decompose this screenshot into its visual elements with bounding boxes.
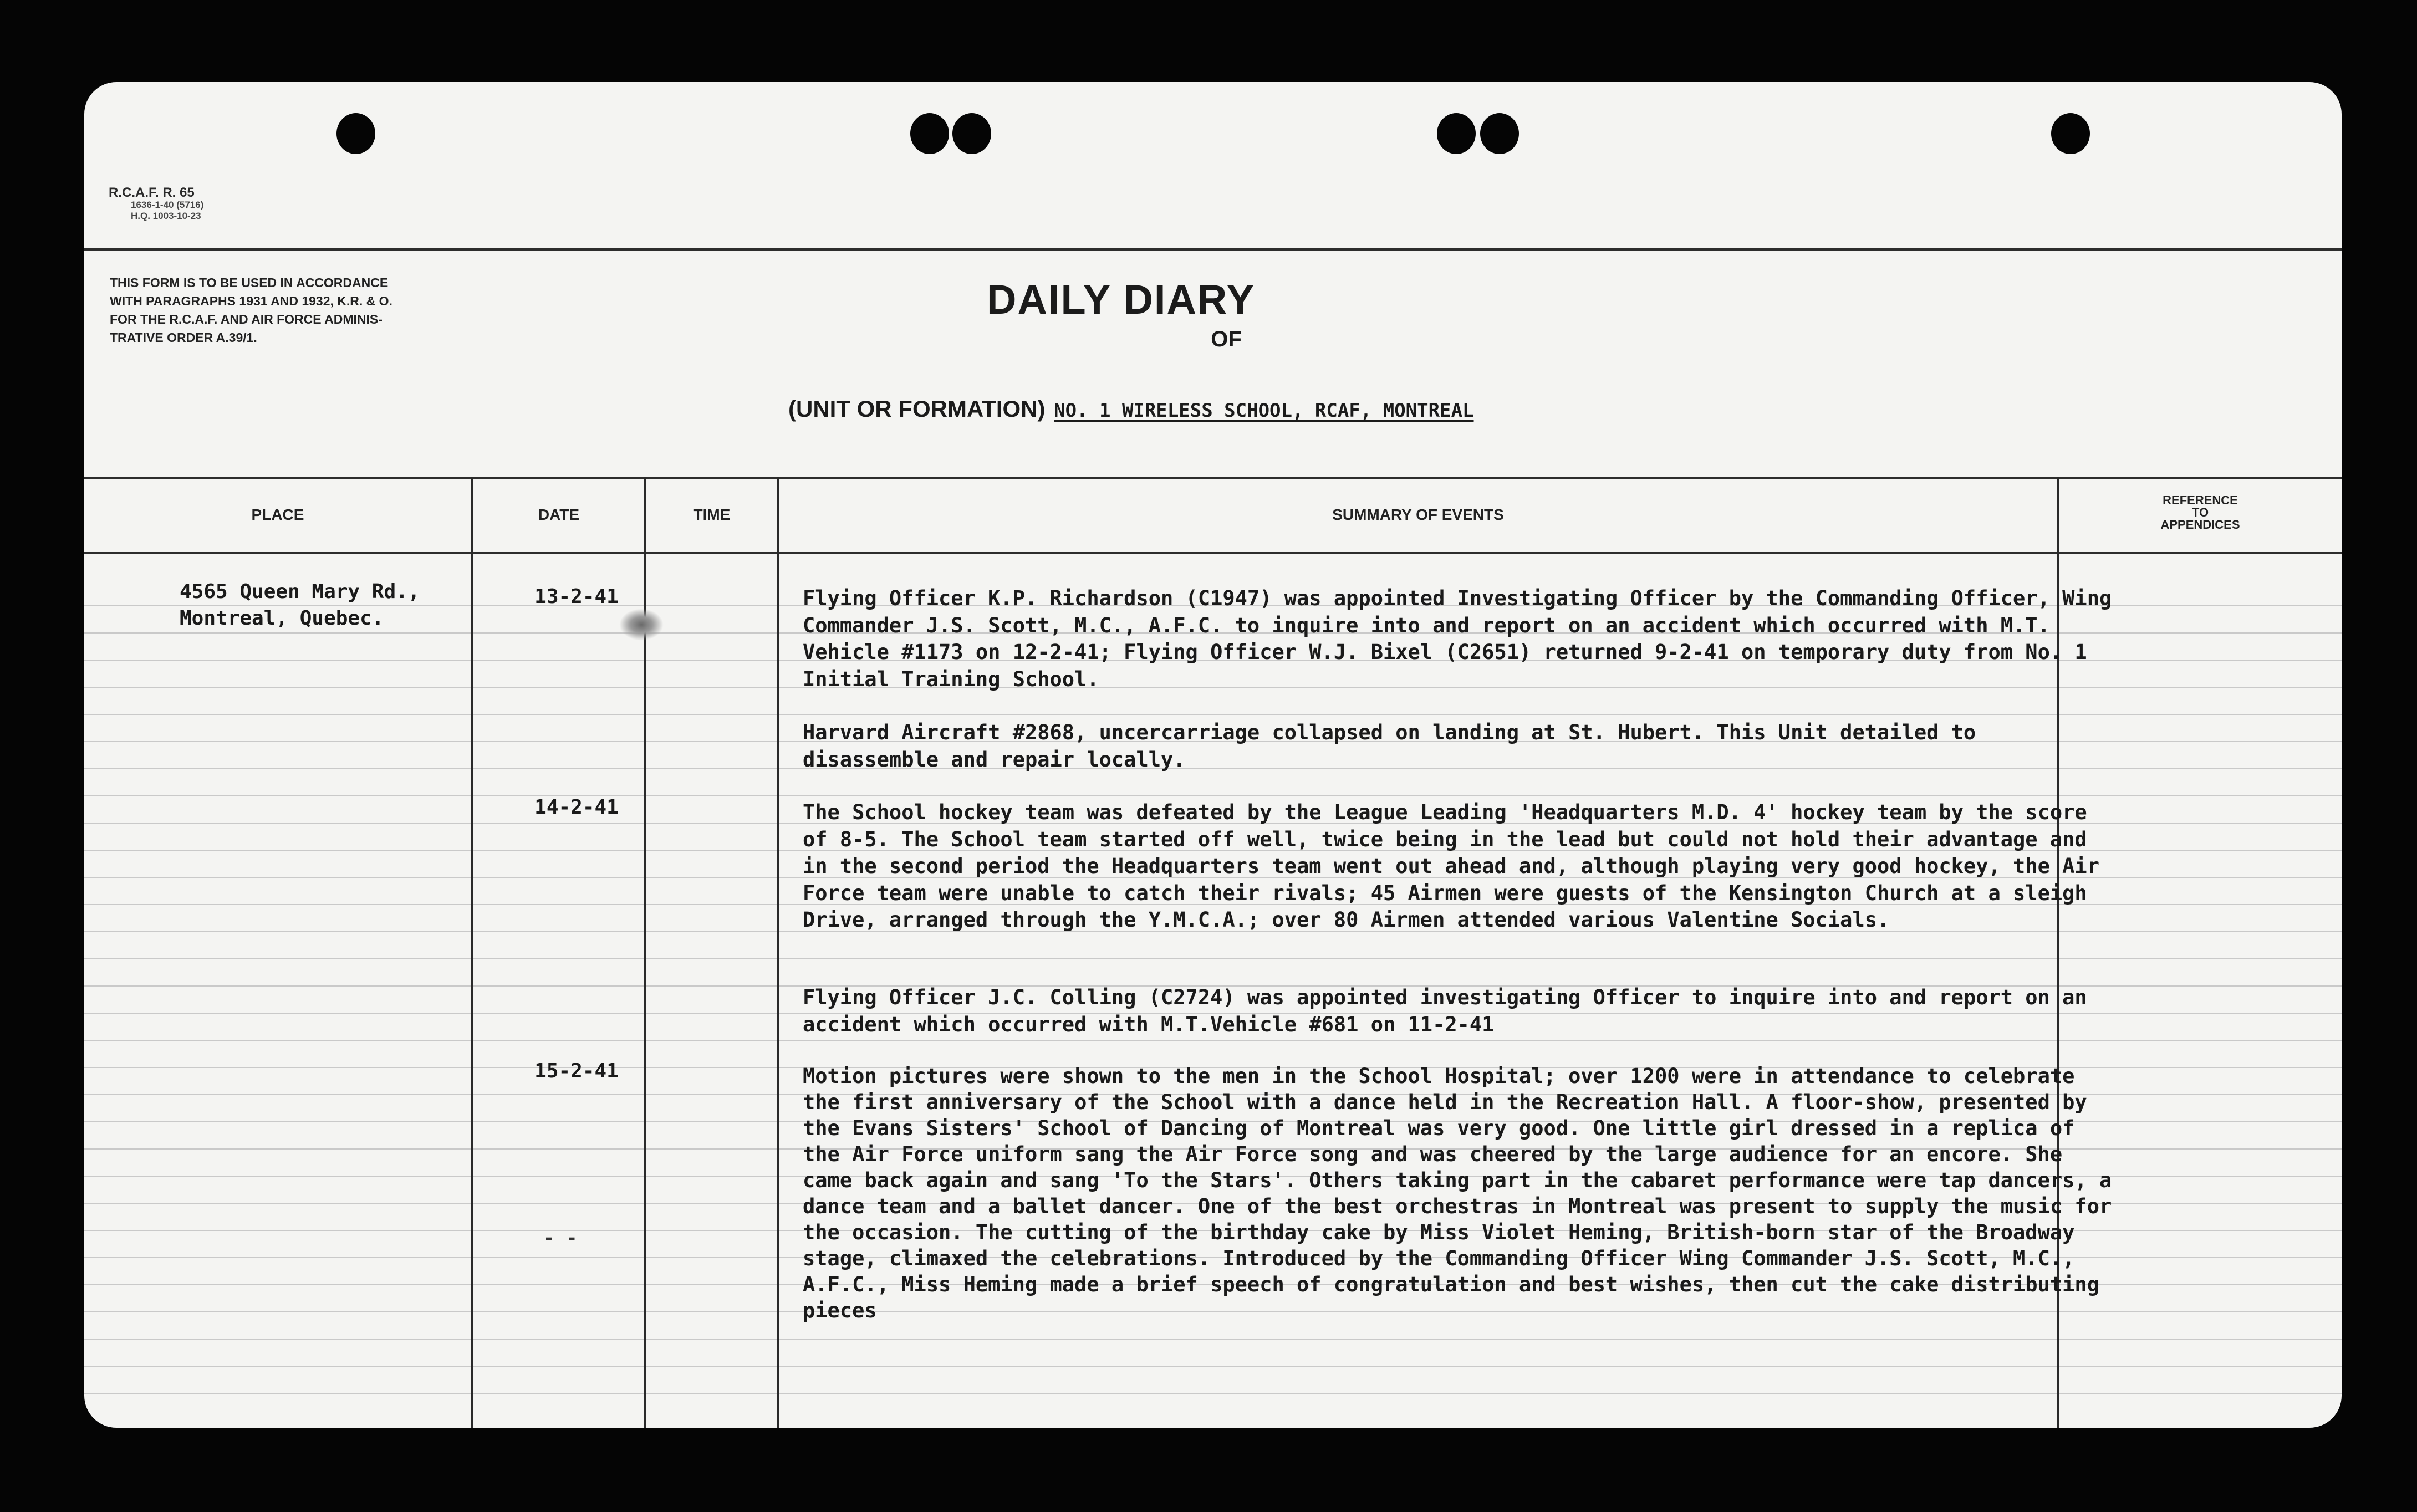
diary-card [84, 82, 2342, 1428]
summary-entry: Flying Officer K.P. Richardson (C1947) was appointed Investigating Officer by the Commanding Officer, Wing Commander J.S. Scott, M.C., A.F.C. to inquire into and report on an accident which occurred with M.T. Vehicle #1173 on 12-2-41; Flying Officer W.J. Bixel (C2651) returned 9-2-41 on temporary duty from No. 1 Initial Training School. [803, 586, 2112, 691]
ruled-line [84, 958, 2342, 959]
column-head-rule [84, 552, 2342, 554]
ruled-line [84, 1393, 2342, 1394]
column-header-date: DATE [538, 506, 580, 523]
title-of: OF [1211, 327, 1242, 351]
ruled-line [84, 1339, 2342, 1340]
binder-hole [2051, 113, 2090, 154]
page-title: DAILY DIARY [987, 277, 1255, 323]
binder-hole [910, 113, 949, 154]
summary-entry: Harvard Aircraft #2868, uncercarriage collapsed on landing at St. Hubert. This Unit detailed to disassemble and repair locally. [803, 721, 1976, 772]
form-code: R.C.A.F. R. 65 1636-1-40 (5716) H.Q. 1003-10-23 [109, 185, 204, 221]
ruled-line [84, 1040, 2342, 1041]
table-top-rule [84, 477, 2342, 479]
unit-value: NO. 1 WIRELESS SCHOOL, RCAF, MONTREAL [1054, 400, 1474, 422]
date-dash: - - [543, 1227, 578, 1249]
place-entry: 4565 Queen Mary Rd., Montreal, Quebec. [180, 580, 420, 630]
date-entry: 15-2-41 [534, 1060, 619, 1082]
summary-entry: Flying Officer J.C. Colling (C2724) was appointed investigating Officer to inquire into and report on an accident which occurred with M.T.Vehicle #681 on 11-2-41 [803, 985, 2087, 1036]
unit-label: (UNIT OR FORMATION) [788, 396, 1046, 422]
unit-line [788, 396, 1474, 422]
summary-entry: Motion pictures were shown to the men in the School Hospital; over 1200 were in attendance to celebrate the first anniversary of the School with a dance held in the Recreation Hall. A floor-show, presented by the Evans Sisters' School of Dancing of Montreal was very good. One little girl dressed in a replica of the Air Force uniform sang the Air Force song and was cheered by the large audience for an encore. She came back again and sang 'To the Stars'. Others taking part in the cabaret performance were tap dancers, a dance team and a ballet dancer. One of the best orchestras in Montreal was present to supply the music for the occasion. The cutting of the birthday cake by Miss Violet Heming, British-born star of the Broadway stage, climaxed the celebrations. Introduced by the Commanding Officer Wing Commander J.S. Scott, M.C., A.F.C., Miss Heming made a brief speech of congratulation and best wishes, then cut the cake distributing pieces [803, 1064, 2112, 1322]
binder-hole [1437, 113, 1476, 154]
header-rule [84, 248, 2342, 251]
binder-hole [336, 113, 375, 154]
binder-hole [952, 113, 991, 154]
ruled-line [84, 1366, 2342, 1367]
column-header-reference: REFERENCE TO APPENDICES [2160, 493, 2240, 532]
column-header-summary: SUMMARY OF EVENTS [1332, 506, 1504, 523]
ink-smudge [619, 609, 664, 641]
column-header-time: TIME [693, 506, 731, 523]
date-entry: 14-2-41 [534, 796, 619, 819]
ruled-line [84, 795, 2342, 796]
date-entry: 13-2-41 [534, 585, 619, 608]
summary-entry: The School hockey team was defeated by the League Leading 'Headquarters M.D. 4' hockey team by the score of 8-5. The School team started off well, twice being in the lead but could not hold their advantage and in the second period the Headquarters team went out ahead and, although playing very good hockey, the Air Force team were unable to catch their rivals; 45 Airmen were guests of the Kensington Church at a sleigh Drive, arranged through the Y.M.C.A.; over 80 Airmen attended various Valentine Socials. [803, 800, 2099, 932]
column-divider [777, 477, 779, 1428]
column-divider [471, 477, 473, 1428]
ruled-line [84, 714, 2342, 715]
binder-hole [1480, 113, 1519, 154]
form-instructions: THIS FORM IS TO BE USED IN ACCORDANCE WITH PARAGRAPHS 1931 AND 1932, K.R. & O. FOR THE R.C.A.F. AND AIR FORCE ADMINIS- TRATIVE ORDER A.39/1. [110, 275, 392, 345]
column-header-place: PLACE [251, 506, 304, 523]
